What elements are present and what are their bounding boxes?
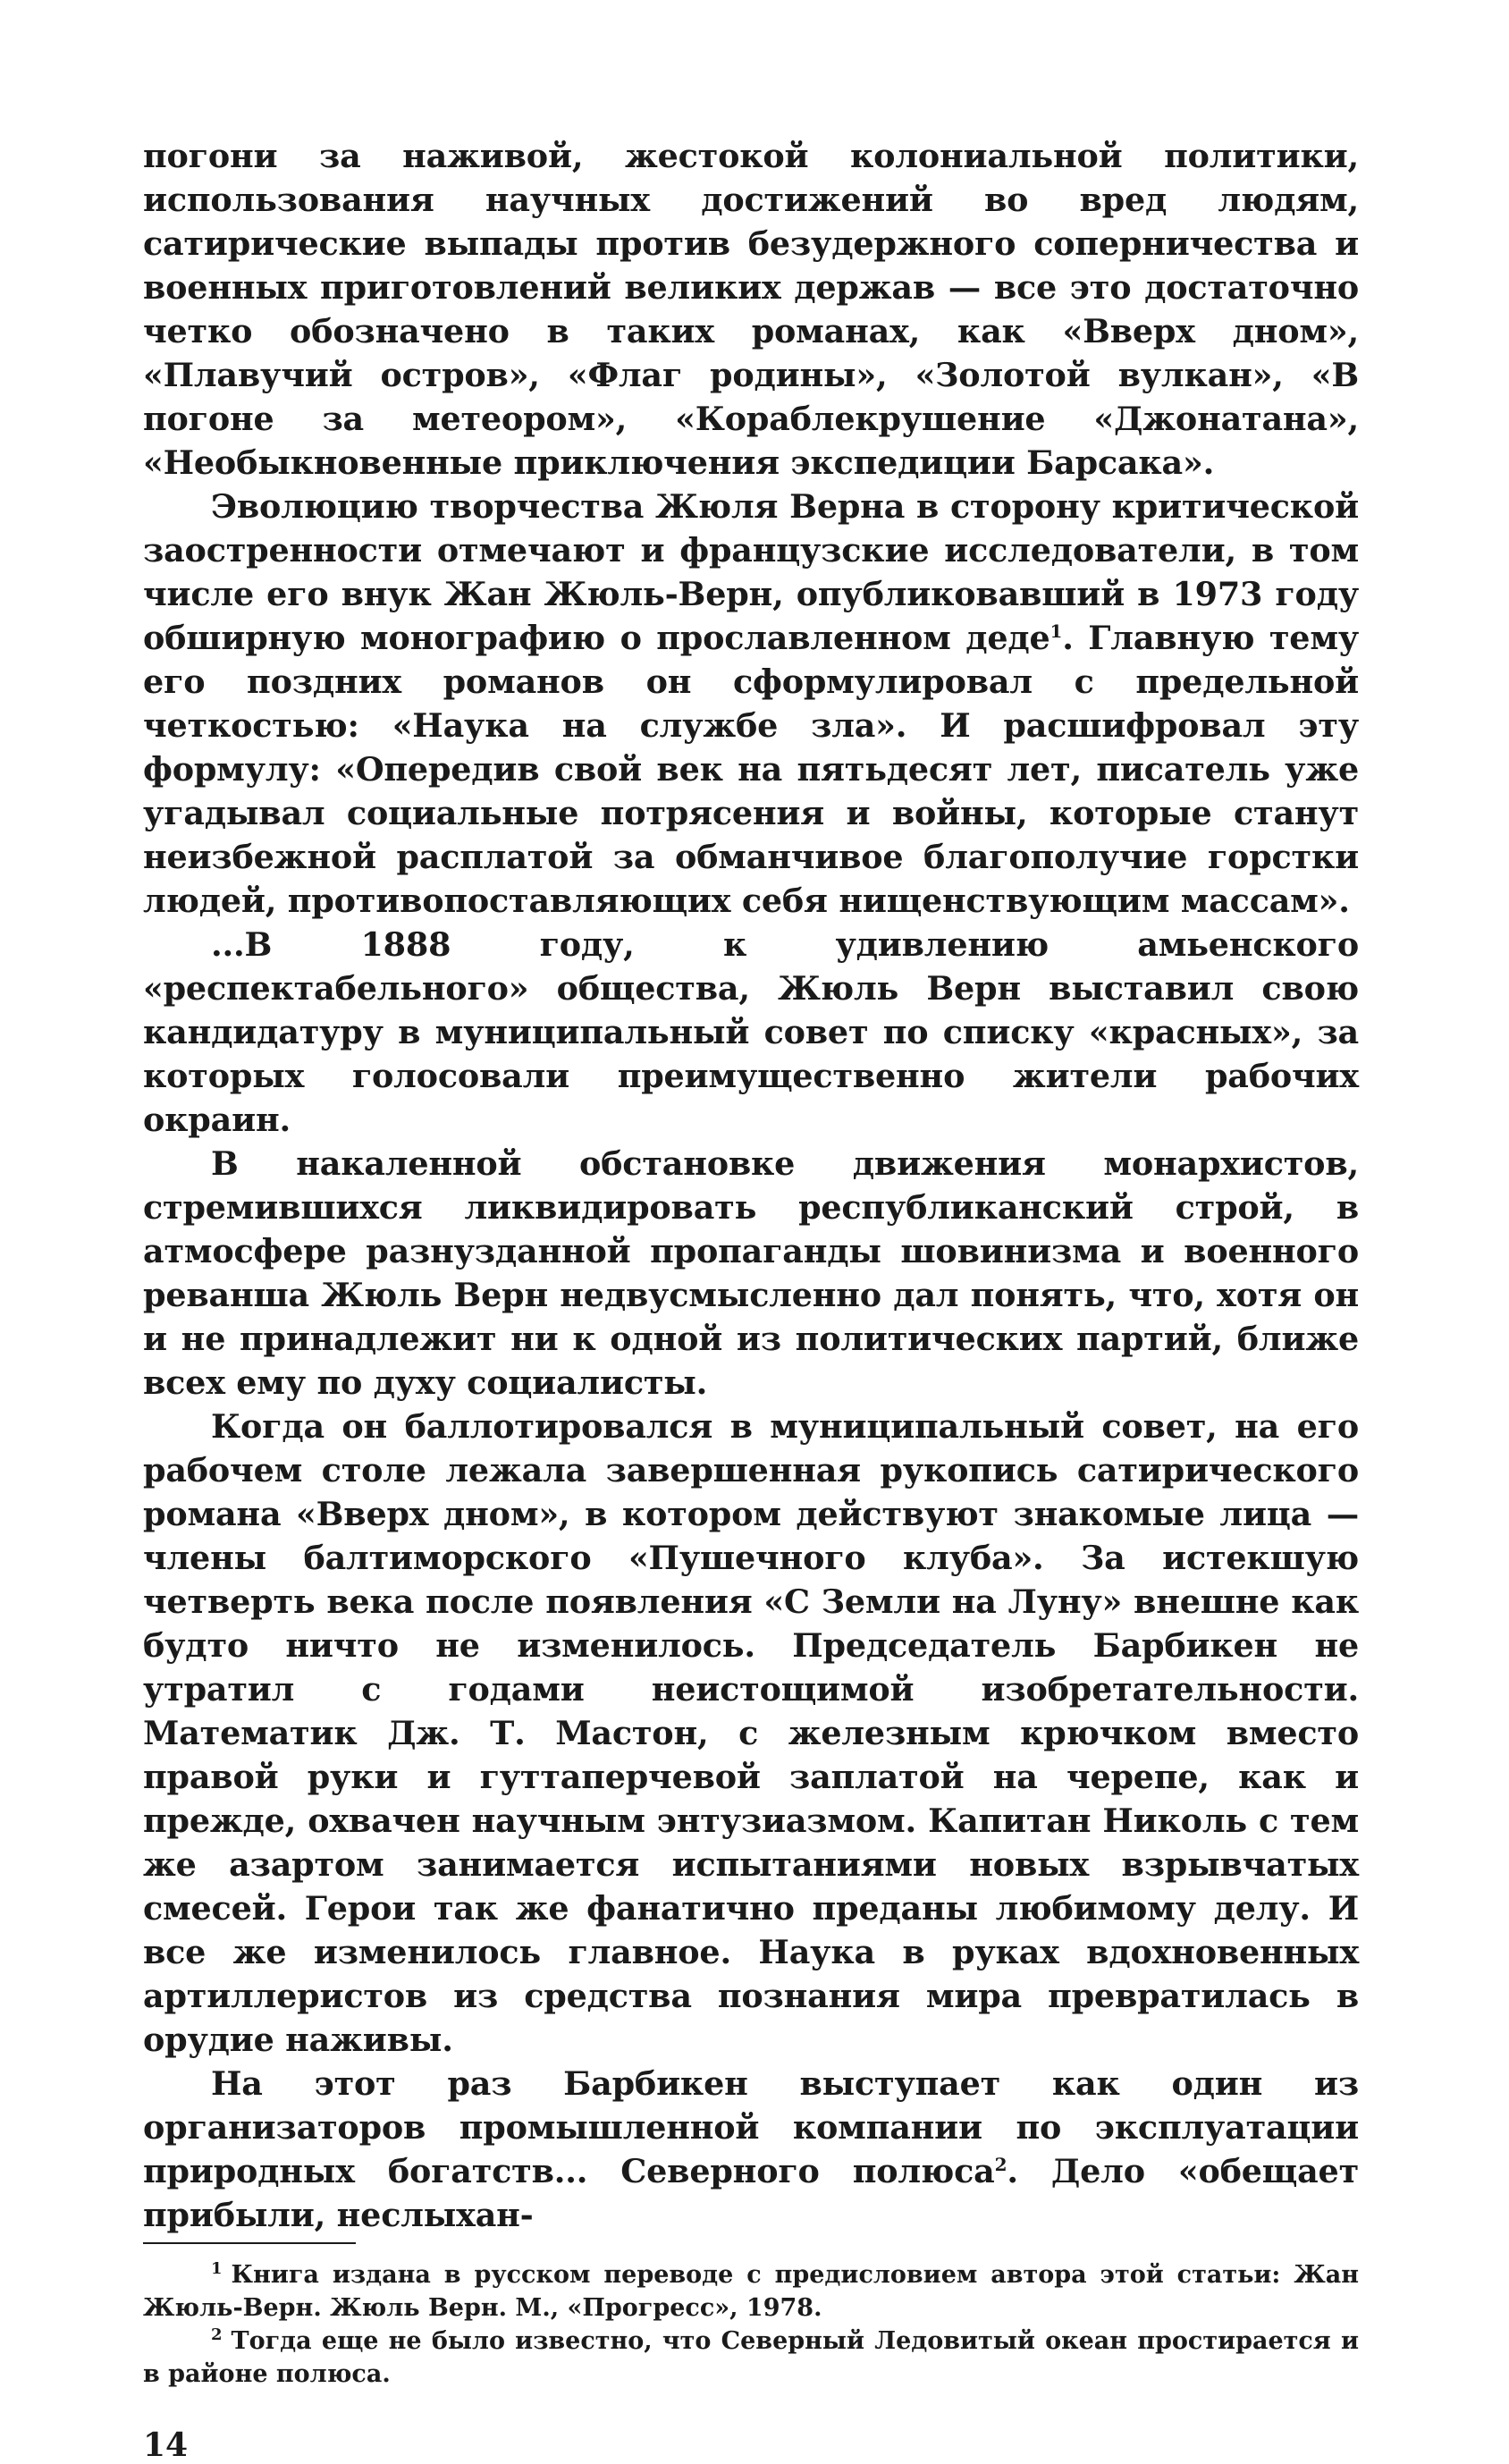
- paragraph-2-text-before: Эволюцию творчества Жюля Верна в сторону критической заостренности отмечают и французские исследователи, в том числе его внук Жан Жюль-Верн, опубликовавший в 1973 году обширную монографию о прославленном деде: [143, 487, 1359, 657]
- paragraph-3-text: ...В 1888 году, к удивлению амьенского «респектабельного» общества, Жюль Верн выставил свою кандидатуру в муниципальный совет по списку «красных», за которых голосовали преимущественно жители рабочих окраин.: [143, 925, 1359, 1139]
- footnote-2: [143, 2325, 1359, 2391]
- footnote-ref-1[interactable]: 1: [1050, 620, 1063, 642]
- footnote-2-text: Тогда еще не было известно, что Северный Ледовитый океан простирается и в районе полюса.: [143, 2327, 1359, 2388]
- paragraph-6-text-before: На этот раз Барбикен выступает как один из организаторов промышленной компании по эксплуатации природных богатств... Северного полюса: [143, 2064, 1359, 2190]
- paragraph-3: [143, 923, 1359, 1142]
- paragraph-2: [143, 485, 1359, 923]
- footnotes: [143, 2258, 1359, 2391]
- paragraph-5-text: Когда он баллотировался в муниципальный совет, на его рабочем столе лежала завершенная рукопись сатирического романа «Вверх дном», в котором действуют знакомые лица — члены балтиморского «Пушечного клуба». За истекшую четверть века после появления «С Земли на Луну» внешне как будто ничто не изменилось. Председатель Барбикен не утратил с годами неистощимой изобретательности. Математик Дж. Т. Мастон, с железным крючком вместо правой руки и гуттаперчевой заплатой на черепе, как и прежде, охвачен научным энтузиазмом. Капитан Николь с тем же азартом занимается испытаниями новых взрывчатых смесей. Герои так же фанатично преданы любимому делу. И все же изменилось главное. Наука в руках вдохновенных артиллеристов из средства познания мира превратилась в орудие наживы.: [143, 1407, 1359, 2059]
- paragraph-1-text: погони за наживой, жестокой колониальной политики, использования научных достижений во вред людям, сатирические выпады против безудержного соперничества и военных приготовлений великих держав — все это достаточно четко обозначено в таких романах, как «Вверх дном», «Плавучий остров», «Флаг родины», «Золотой вулкан», «В погоне за метеором», «Кораблекрушение «Джонатана», «Необыкновенные приключения экспедиции Барсака».: [143, 137, 1359, 482]
- paragraph-6: [143, 2062, 1359, 2237]
- footnote-divider: [143, 2242, 356, 2244]
- paragraph-1: [143, 134, 1359, 485]
- footnote-1-text: Книга издана в русском переводе с предисловием автора этой статьи: Жан Жюль-Верн. Жюль Верн. М., «Прогресс», 1978.: [143, 2261, 1359, 2322]
- footnote-1-mark: 1: [211, 2259, 223, 2278]
- paragraph-6-text-after: . Дело «обещает прибыли, неслыхан-: [143, 2152, 1359, 2234]
- paragraph-2-text-after: . Главную тему его поздних романов он сформулировал с предельной четкостью: «Наука на службе зла». И расшифровал эту формулу: «Опередив свой век на пятьдесят лет, писатель уже угадывал социальные потрясения и войны, которые станут неизбежной расплатой за обманчивое благополучие горстки людей, противопоставляющих себя нищенствующим массам».: [143, 619, 1359, 920]
- footnote-1: [143, 2258, 1359, 2325]
- page-body: [143, 134, 1359, 2464]
- page-number: 14: [143, 2426, 189, 2464]
- footnote-ref-2[interactable]: 2: [994, 2153, 1007, 2175]
- paragraph-4: [143, 1142, 1359, 1405]
- footnote-2-mark: 2: [211, 2325, 223, 2344]
- paragraph-4-text: В накаленной обстановке движения монархистов, стремившихся ликвидировать республиканский строй, в атмосфере разнузданной пропаганды шовинизма и военного реванша Жюль Верн недвусмысленно дал понять, что, хотя он и не принадлежит ни к одной из политических партий, ближе всех ему по духу социалисты.: [143, 1144, 1359, 1402]
- paragraph-5: [143, 1405, 1359, 2062]
